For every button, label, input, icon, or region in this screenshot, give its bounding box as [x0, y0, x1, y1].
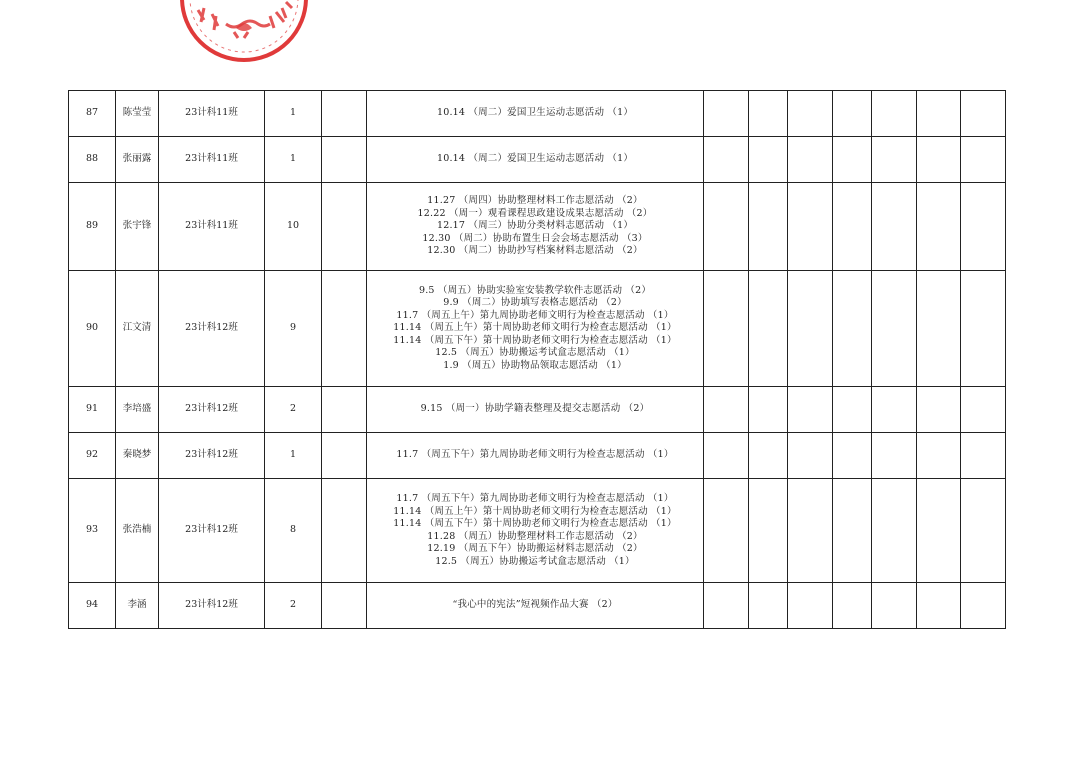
- activity-count: 1: [265, 91, 322, 137]
- blank-cell: [917, 91, 961, 137]
- blank-cell: [872, 433, 917, 479]
- activity-line: 11.14 （周五下午）第十周协助老师文明行为检查志愿活动 （1）: [393, 334, 677, 346]
- blank-cell: [704, 479, 749, 583]
- activity-list: [367, 583, 704, 629]
- activity-line: 10.14 （周二）爱国卫生运动志愿活动 （1）: [436, 153, 634, 165]
- blank-cell: [749, 137, 788, 183]
- blank-cell: [872, 387, 917, 433]
- row-number: 93: [69, 479, 116, 583]
- row-number: 88: [69, 137, 116, 183]
- activity-count: 2: [265, 583, 322, 629]
- student-name: 张浩楠: [116, 479, 159, 583]
- activity-list: [367, 137, 704, 183]
- blank-cell: [749, 583, 788, 629]
- blank-cell: [788, 183, 833, 271]
- activity-list: [367, 271, 704, 387]
- blank-cell: [961, 91, 1006, 137]
- student-name: 江文清: [116, 271, 159, 387]
- blank-cell: [322, 91, 367, 137]
- class-name: 23计科12班: [159, 433, 265, 479]
- blank-cell: [322, 583, 367, 629]
- row-number: 94: [69, 583, 116, 629]
- blank-cell: [917, 183, 961, 271]
- activity-line: 11.14 （周五上午）第十周协助老师文明行为检查志愿活动 （1）: [393, 322, 677, 334]
- blank-cell: [961, 183, 1006, 271]
- blank-cell: [788, 433, 833, 479]
- blank-cell: [704, 91, 749, 137]
- activity-line: 9.9 （周二）协助填写表格志愿活动 （2）: [443, 297, 627, 309]
- student-name: 张宇锋: [116, 183, 159, 271]
- blank-cell: [917, 387, 961, 433]
- blank-cell: [833, 183, 872, 271]
- table-row: [69, 479, 1006, 583]
- blank-cell: [749, 91, 788, 137]
- blank-cell: [833, 433, 872, 479]
- blank-cell: [749, 183, 788, 271]
- blank-cell: [788, 583, 833, 629]
- table-row: [69, 583, 1006, 629]
- class-name: 23计科11班: [159, 183, 265, 271]
- student-name: 秦晓梦: [116, 433, 159, 479]
- activity-list: [367, 479, 704, 583]
- blank-cell: [872, 271, 917, 387]
- blank-cell: [833, 387, 872, 433]
- activity-line: 12.22 （周一）观看课程思政建设成果志愿活动 （2）: [417, 207, 653, 219]
- activity-line: 10.14 （周二）爱国卫生运动志愿活动 （1）: [436, 107, 634, 119]
- class-name: 23计科11班: [159, 137, 265, 183]
- activity-line: 11.7 （周五下午）第九周协助老师文明行为检查志愿活动 （1）: [396, 493, 674, 504]
- official-seal-stamp: [178, 0, 310, 64]
- activity-list: [367, 91, 704, 137]
- row-number: 89: [69, 183, 116, 271]
- blank-cell: [917, 479, 961, 583]
- activity-line: 12.30 （周二）协助布置生日会会场志愿活动 （3）: [422, 232, 648, 244]
- blank-cell: [322, 137, 367, 183]
- blank-cell: [704, 433, 749, 479]
- blank-cell: [917, 271, 961, 387]
- activity-line: 11.28 （周五）协助整理材料工作志愿活动 （2）: [427, 530, 643, 542]
- activity-line: 12.19 （周五下午）协助搬运材料志愿活动 （2）: [427, 543, 643, 554]
- blank-cell: [704, 271, 749, 387]
- activity-line: 9.5 （周五）协助实验室安装教学软件志愿活动 （2）: [418, 284, 652, 296]
- activity-count: 1: [265, 137, 322, 183]
- blank-cell: [788, 91, 833, 137]
- blank-cell: [917, 433, 961, 479]
- blank-cell: [917, 137, 961, 183]
- class-name: 23计科11班: [159, 91, 265, 137]
- table-row: [69, 183, 1006, 271]
- blank-cell: [833, 479, 872, 583]
- activity-line: 12.17 （周三）协助分类材料志愿活动 （1）: [436, 220, 634, 232]
- class-name: 23计科12班: [159, 387, 265, 433]
- blank-cell: [961, 433, 1006, 479]
- blank-cell: [872, 479, 917, 583]
- blank-cell: [872, 137, 917, 183]
- activity-list: [367, 387, 704, 433]
- blank-cell: [704, 387, 749, 433]
- activity-line: 9.15 （周一）协助学籍表整理及提交志愿活动 （2）: [420, 403, 650, 415]
- volunteer-record-table: [68, 90, 1006, 629]
- activity-line: 12.5 （周五）协助搬运考试盒志愿活动 （1）: [435, 347, 635, 359]
- blank-cell: [872, 91, 917, 137]
- blank-cell: [788, 479, 833, 583]
- blank-cell: [833, 271, 872, 387]
- blank-cell: [704, 583, 749, 629]
- row-number: 87: [69, 91, 116, 137]
- blank-cell: [872, 583, 917, 629]
- activity-list: [367, 433, 704, 479]
- blank-cell: [917, 583, 961, 629]
- blank-cell: [704, 137, 749, 183]
- activity-count: 2: [265, 387, 322, 433]
- blank-cell: [704, 183, 749, 271]
- activity-line: “我心中的宪法”短视频作品大赛 （2）: [452, 599, 618, 611]
- table-row: [69, 387, 1006, 433]
- student-name: 李培盛: [116, 387, 159, 433]
- blank-cell: [322, 387, 367, 433]
- activity-line: 11.7 （周五上午）第九周协助老师文明行为检查志愿活动 （1）: [396, 309, 674, 321]
- activity-line: 11.7 （周五下午）第九周协助老师文明行为检查志愿活动 （1）: [396, 449, 674, 461]
- blank-cell: [749, 271, 788, 387]
- activity-count: 8: [265, 479, 322, 583]
- activity-count: 9: [265, 271, 322, 387]
- blank-cell: [833, 137, 872, 183]
- activity-count: 10: [265, 183, 322, 271]
- activity-line: 12.30 （周二）协助抄写档案材料志愿活动 （2）: [427, 245, 643, 257]
- student-name: 张丽露: [116, 137, 159, 183]
- table-body: [69, 91, 1006, 629]
- blank-cell: [961, 479, 1006, 583]
- blank-cell: [872, 183, 917, 271]
- class-name: 23计科12班: [159, 479, 265, 583]
- blank-cell: [322, 479, 367, 583]
- blank-cell: [961, 583, 1006, 629]
- activity-line: 11.27 （周四）协助整理材料工作志愿活动 （2）: [427, 195, 643, 207]
- blank-cell: [833, 583, 872, 629]
- table-row: [69, 271, 1006, 387]
- table-row: [69, 91, 1006, 137]
- row-number: 91: [69, 387, 116, 433]
- blank-cell: [749, 387, 788, 433]
- activity-line: 11.14 （周五上午）第十周协助老师文明行为检查志愿活动 （1）: [393, 505, 677, 517]
- activity-line: 12.5 （周五）协助搬运考试盒志愿活动 （1）: [435, 555, 635, 567]
- blank-cell: [961, 271, 1006, 387]
- table-row: [69, 137, 1006, 183]
- activity-line: 11.14 （周五下午）第十周协助老师文明行为检查志愿活动 （1）: [393, 518, 677, 529]
- blank-cell: [788, 387, 833, 433]
- row-number: 92: [69, 433, 116, 479]
- blank-cell: [788, 137, 833, 183]
- blank-cell: [833, 91, 872, 137]
- activity-list: [367, 183, 704, 271]
- class-name: 23计科12班: [159, 583, 265, 629]
- table-row: [69, 433, 1006, 479]
- activity-count: 1: [265, 433, 322, 479]
- blank-cell: [322, 183, 367, 271]
- blank-cell: [749, 479, 788, 583]
- activity-line: 1.9 （周五）协助物品领取志愿活动 （1）: [443, 359, 627, 371]
- student-name: 陈莹莹: [116, 91, 159, 137]
- student-name: 李涵: [116, 583, 159, 629]
- blank-cell: [749, 433, 788, 479]
- blank-cell: [961, 137, 1006, 183]
- class-name: 23计科12班: [159, 271, 265, 387]
- blank-cell: [961, 387, 1006, 433]
- blank-cell: [322, 433, 367, 479]
- row-number: 90: [69, 271, 116, 387]
- blank-cell: [788, 271, 833, 387]
- blank-cell: [322, 271, 367, 387]
